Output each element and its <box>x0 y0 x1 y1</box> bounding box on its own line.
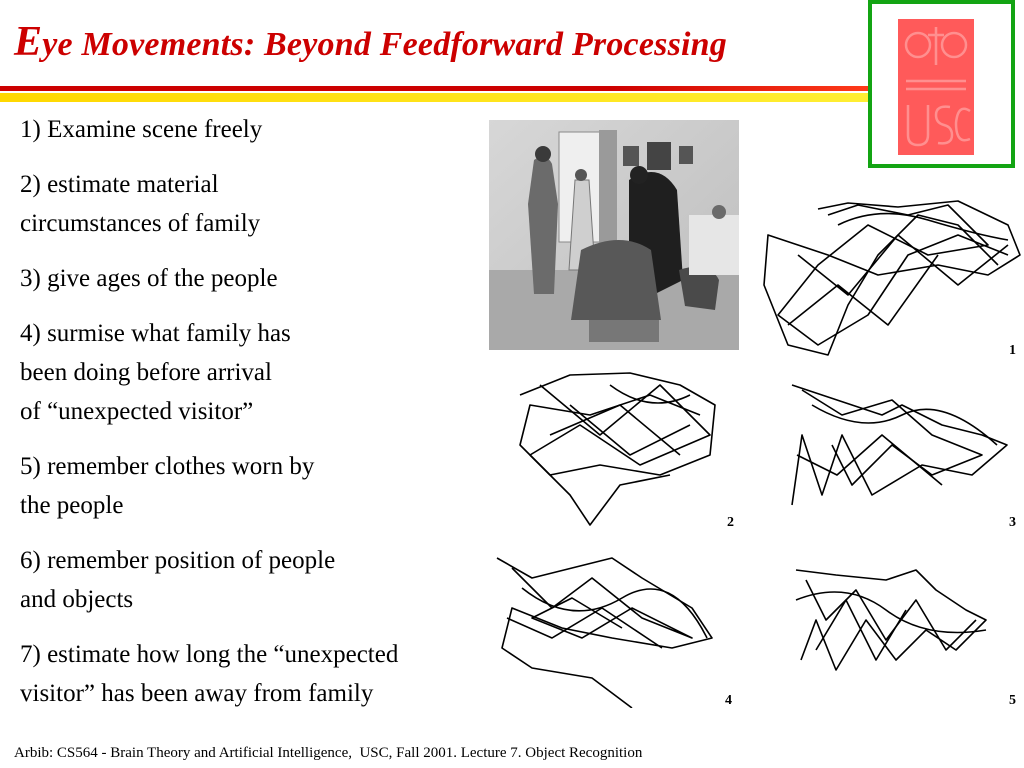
slide-title <box>14 18 727 66</box>
eye-trace-2 <box>510 365 725 535</box>
task-item: 1) Examine scene freely <box>20 116 263 143</box>
logo-frame <box>868 0 1015 168</box>
eye-trace-4 <box>492 548 717 708</box>
figure-label: 1 <box>1009 343 1016 358</box>
figure-label: 5 <box>1009 693 1016 708</box>
figure-label: 3 <box>1009 515 1016 530</box>
usc-logo-icon <box>898 19 974 155</box>
task-item: 3) give ages of the people <box>20 265 278 292</box>
task-list <box>20 110 398 729</box>
title-rule-yellow <box>0 93 870 102</box>
eye-trace-5 <box>786 560 991 685</box>
task-item: 5) remember clothes worn by the people <box>20 453 315 519</box>
task-item: 6) remember position of people and objects <box>20 547 336 613</box>
figure-label: 4 <box>725 693 732 708</box>
figure-label: 2 <box>727 515 734 530</box>
eye-trace-3 <box>782 375 1014 525</box>
footer-citation: Arbib: CS564 - Brain Theory and Artificial Intelligence, USC, Fall 2001. Lecture 7. Object Recognition <box>14 745 643 761</box>
task-item: 2) estimate material circumstances of family <box>20 171 261 237</box>
title-rule-red <box>0 86 870 91</box>
title-initial: E <box>14 19 43 65</box>
task-item: 7) estimate how long the “unexpected visitor” has been away from family <box>20 641 399 707</box>
eye-trace-1 <box>758 195 1024 360</box>
task-item: 4) surmise what family has been doing before arrival of “unexpected visitor” <box>20 320 291 425</box>
painting-unexpected-visitor-icon <box>489 120 739 350</box>
title-rest: ye Movements: Beyond Feedforward Processing <box>42 26 727 63</box>
